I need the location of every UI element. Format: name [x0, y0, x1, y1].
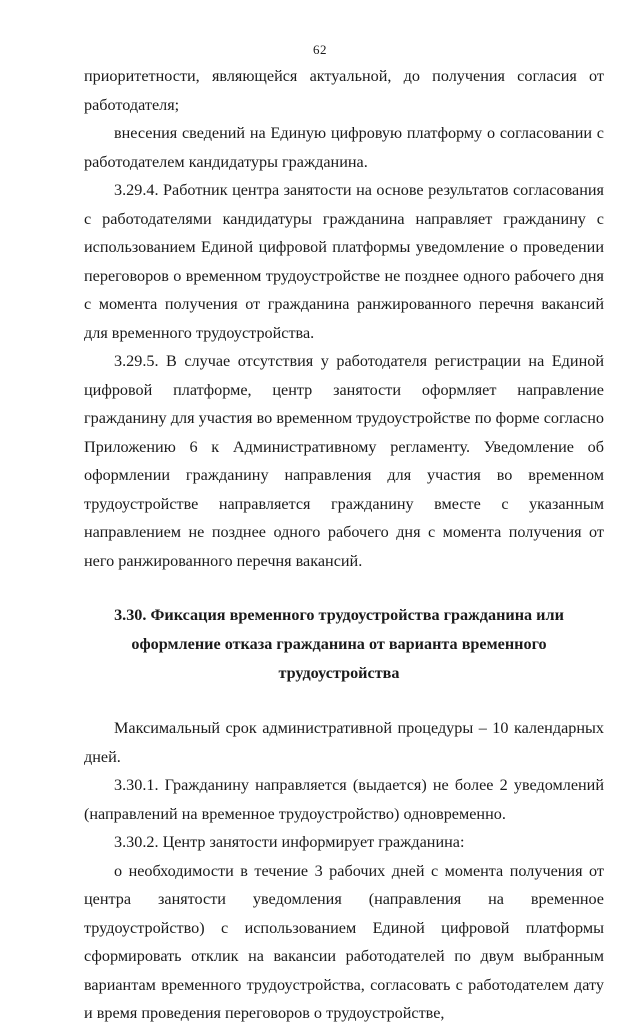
paragraph-3-30-2: 3.30.2. Центр занятости информирует гражданина: — [114, 833, 465, 851]
paragraph-necessity: о необходимости в течение 3 рабочих дней с момента получения от центра занятости уведомления (направления на временное трудоустройство) с использованием Единой цифровой платформы сформировать отклик на вакансии работодателей по двум выбранным вариантам временного трудоустройства, согласовать с работодателем дату и время проведения переговоров о трудоустройстве, — [84, 861, 604, 1022]
paragraph-2: внесения сведений на Единую цифровую платформу о согласовании с работодателем кандидатуры гражданина. — [84, 124, 604, 171]
paragraph-3-29-5: 3.29.5. В случае отсутствия у работодателя регистрации на Единой цифровой платформе, центр занятости оформляет направление гражданину для участия во временном трудоустройстве по форме согласно Приложению 6 к Административному регламенту. Уведомление об оформлении гражданину направления для участия во временном трудоустройстве направляется гражданину вместе с указанным направлением не позднее одного рабочего дня с момента получения от него ранжированного перечня вакансий. — [84, 352, 604, 570]
page-number: 62 — [313, 42, 327, 57]
paragraph-3-30-1: 3.30.1. Гражданину направляется (выдается) не более 2 уведомлений (направлений на временное трудоустройство) одновременно. — [84, 776, 604, 823]
section-heading-3-30: 3.30. Фиксация временного трудоустройства гражданина или оформление отказа гражданина от варианта временного трудоустройства — [114, 606, 564, 682]
paragraph-max-term: Максимальный срок административной процедуры – 10 календарных дней. — [84, 719, 604, 766]
document-body — [84, 62, 604, 1028]
paragraph-3-29-4: 3.29.4. Работник центра занятости на основе результатов согласования с работодателями кандидатуры гражданина направляет гражданину с использованием Единой цифровой платформы уведомление о проведении переговоров о временном трудоустройстве не позднее одного рабочего дня с момента получения от гражданина ранжированного перечня вакансий для временного трудоустройства. — [84, 181, 604, 342]
paragraph-1: приоритетности, являющейся актуальной, до получения согласия от работодателя; — [84, 67, 604, 114]
